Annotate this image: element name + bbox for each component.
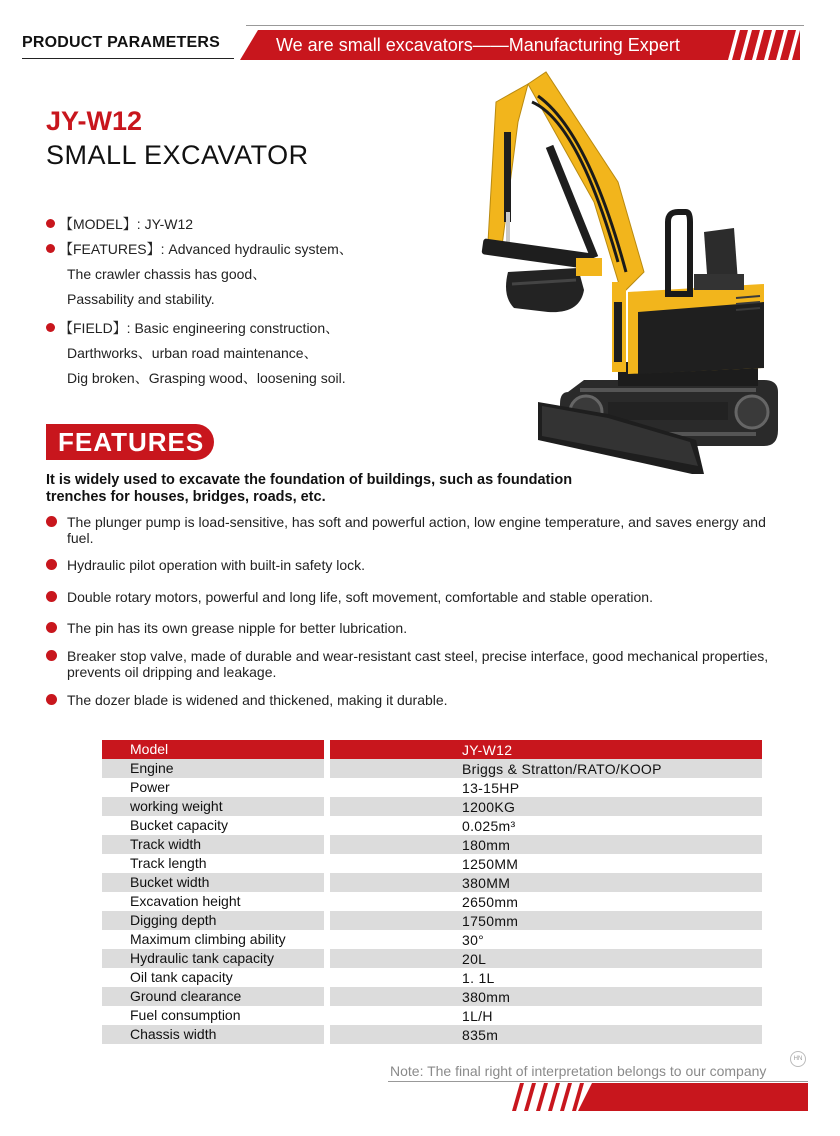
spec-label: Model	[102, 740, 324, 759]
bullet-icon	[46, 559, 57, 570]
feature-text: The pin has its own grease nipple for better lubrication.	[67, 620, 408, 636]
table-row	[102, 968, 762, 987]
intro-field-text: 【FIELD】: Basic engineering construction、	[59, 320, 340, 336]
table-row	[102, 778, 762, 797]
spec-label: Fuel consumption	[130, 1007, 241, 1023]
feature-item	[46, 514, 786, 546]
spec-label: Chassis width	[102, 1025, 324, 1044]
footer-stripes-decoration	[512, 1083, 584, 1111]
table-row	[102, 911, 762, 930]
intro-features-cont: Passability and stability.	[67, 291, 215, 307]
feature-text: The dozer blade is widened and thickened, making it durable.	[67, 692, 448, 708]
spec-label: Engine	[102, 759, 324, 778]
table-row	[102, 740, 762, 759]
table-row	[102, 759, 762, 778]
feature-item	[46, 692, 786, 708]
spec-label: Bucket capacity	[130, 817, 229, 833]
bullet-icon	[46, 219, 55, 228]
spec-value: 1. 1L	[462, 970, 495, 986]
spec-label: Oil tank capacity	[130, 969, 233, 985]
spec-label: Maximum climbing ability	[130, 931, 286, 947]
table-row	[102, 892, 762, 911]
section-label: PRODUCT PARAMETERS	[22, 34, 220, 51]
spec-value: Briggs & Stratton/RATO/KOOP	[330, 759, 762, 778]
spec-value: 380MM	[330, 873, 762, 892]
intro-features-cont: The crawler chassis has good、	[67, 266, 267, 282]
table-row	[102, 835, 762, 854]
table-row	[102, 1006, 762, 1025]
table-row	[102, 816, 762, 835]
spec-value: 1750mm	[330, 911, 762, 930]
disclaimer-note: Note: The final right of interpretation belongs to our company	[390, 1063, 767, 1079]
intro-field-cont: Darthworks、urban road maintenance、	[67, 345, 318, 361]
intro-field	[46, 316, 353, 341]
spec-label: Bucket width	[102, 873, 324, 892]
excavator-image	[468, 62, 784, 474]
spec-label: Track length	[130, 855, 207, 871]
feature-item	[46, 557, 786, 573]
bullet-icon	[46, 323, 55, 332]
feature-item	[46, 648, 786, 680]
table-row	[102, 797, 762, 816]
intro-list	[46, 212, 353, 391]
spec-value: 13-15HP	[462, 780, 520, 796]
footer-banner	[578, 1083, 808, 1111]
table-row	[102, 1025, 762, 1044]
spec-label: Hydraulic tank capacity	[102, 949, 324, 968]
spec-table	[102, 740, 762, 1044]
spec-value: 0.025m³	[462, 818, 516, 834]
bullet-icon	[46, 622, 57, 633]
spec-value: 835m	[330, 1025, 762, 1044]
spec-value: 2650mm	[462, 894, 519, 910]
spec-value: 20L	[330, 949, 762, 968]
spec-label: Digging depth	[102, 911, 324, 930]
feature-item	[46, 620, 786, 636]
bullet-icon	[46, 650, 57, 661]
feature-text: Hydraulic pilot operation with built-in safety lock.	[67, 557, 366, 573]
table-row	[102, 854, 762, 873]
spec-value: 1200KG	[330, 797, 762, 816]
header-rule	[246, 25, 804, 26]
intro-features	[46, 237, 353, 262]
feature-text: Double rotary motors, powerful and long life, soft movement, comfortable and stable operation.	[67, 589, 653, 605]
spec-value: 1250MM	[462, 856, 519, 872]
spec-label: Track width	[102, 835, 324, 854]
hn-badge-icon: HN	[790, 1051, 806, 1067]
features-heading	[46, 424, 214, 460]
feature-item	[46, 589, 786, 605]
spec-label: Power	[130, 779, 170, 795]
intro-model	[46, 212, 353, 237]
bullet-icon	[46, 516, 57, 527]
spec-label: Ground clearance	[102, 987, 324, 1006]
spec-value: 380mm	[330, 987, 762, 1006]
model-title: JY-W12	[46, 106, 143, 136]
table-row	[102, 949, 762, 968]
feature-text: The plunger pump is load-sensitive, has soft and powerful action, low engine temperature, and saves energy and fuel.	[67, 514, 766, 546]
table-row	[102, 987, 762, 1006]
section-label-underline	[22, 58, 234, 59]
feature-text: Breaker stop valve, made of durable and wear-resistant cast steel, precise interface, good mechanical properties, prevents oil dripping and leakage.	[67, 648, 769, 680]
footer-rule	[388, 1081, 808, 1082]
spec-label: working weight	[102, 797, 324, 816]
bullet-icon	[46, 694, 57, 705]
spec-value: 30°	[462, 932, 485, 948]
intro-model-text: 【MODEL】: JY-W12	[59, 216, 194, 232]
intro-features-text: 【FEATURES】: Advanced hydraulic system、	[59, 241, 353, 257]
spec-value: 1L/H	[462, 1008, 493, 1024]
features-heading-text: FEATURES	[58, 427, 205, 457]
header-stripes-decoration	[722, 30, 806, 60]
bullet-icon	[46, 591, 57, 602]
header-banner-text: We are small excavators——Manufacturing Expert	[276, 35, 680, 55]
product-subtitle: SMALL EXCAVATOR	[46, 140, 309, 170]
spec-value: JY-W12	[330, 740, 762, 759]
spec-label: Excavation height	[130, 893, 241, 909]
bullet-icon	[46, 244, 55, 253]
table-row	[102, 930, 762, 949]
table-row	[102, 873, 762, 892]
features-intro: It is widely used to excavate the foundation of buildings, such as foundation trenches for houses, bridges, roads, etc.	[46, 472, 573, 505]
spec-value: 180mm	[330, 835, 762, 854]
intro-field-cont: Dig broken、Grasping wood、loosening soil.	[67, 370, 346, 386]
